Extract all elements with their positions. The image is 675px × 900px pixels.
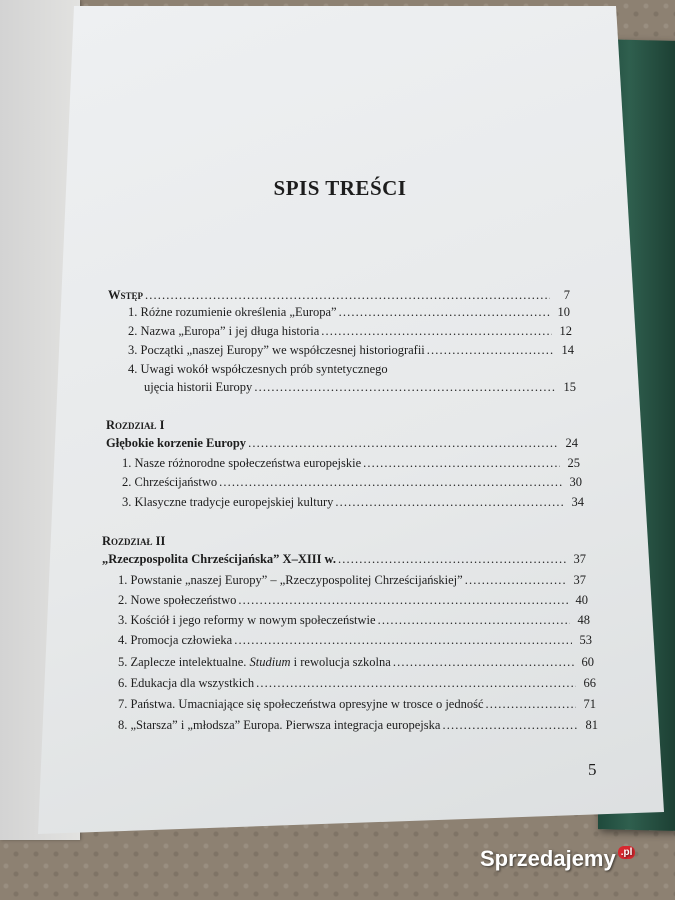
toc-label: 3. Kościół i jego reformy w nowym społeczeństwie bbox=[118, 613, 376, 627]
toc-page: 34 bbox=[571, 495, 584, 509]
toc-page: 66 bbox=[583, 676, 596, 690]
leader-dots bbox=[363, 456, 560, 471]
toc-label: Wstęp bbox=[108, 288, 144, 302]
leader-dots bbox=[335, 495, 564, 510]
toc-label: 3. Początki „naszej Europy” we współczesnej historiografii bbox=[128, 343, 425, 357]
toc-entry bbox=[122, 495, 584, 510]
toc-label: 4. Promocja człowieka bbox=[118, 633, 233, 647]
toc-entry bbox=[128, 324, 572, 339]
toc-page: 24 bbox=[565, 436, 578, 450]
toc-entry-intro bbox=[108, 288, 570, 303]
toc-page: 37 bbox=[573, 573, 586, 587]
toc-page: 48 bbox=[577, 613, 590, 627]
toc-label-italic: Studium bbox=[249, 655, 291, 669]
toc-label-part: 5. Zaplecze intelektualne. bbox=[118, 655, 250, 669]
chapter-heading: Rozdział I bbox=[106, 418, 165, 432]
toc-label: 1. Nasze różnorodne społeczeństwa europejskie bbox=[122, 456, 362, 470]
toc-entry bbox=[118, 655, 594, 670]
toc-page: 71 bbox=[583, 697, 596, 711]
toc-entry bbox=[118, 633, 592, 648]
toc-label: 6. Edukacja dla wszystkich bbox=[118, 676, 255, 690]
leader-dots bbox=[393, 655, 574, 670]
toc-label: ujęcia historii Europy bbox=[144, 380, 253, 394]
leader-dots bbox=[219, 475, 562, 490]
toc-label: 2. Nazwa „Europa” i jej długa historia bbox=[128, 324, 320, 338]
toc-page: 40 bbox=[575, 593, 588, 607]
leader-dots bbox=[321, 324, 552, 339]
leader-dots bbox=[339, 305, 550, 320]
toc-entry bbox=[128, 343, 574, 358]
toc-entry bbox=[122, 475, 582, 490]
toc-label: 8. „Starsza” i „młodsza” Europa. Pierwsza integracja europejska bbox=[118, 718, 441, 732]
leader-dots bbox=[145, 288, 550, 303]
toc-label: 2. Chrześcijaństwo bbox=[122, 475, 218, 489]
toc-label: 1. Powstanie „naszej Europy” – „Rzeczypospolitej Chrześcijańskiej” bbox=[118, 573, 463, 587]
watermark-text: Sprzedajemy bbox=[480, 846, 616, 871]
leader-dots bbox=[465, 573, 566, 588]
toc-label-line1: 4. Uwagi wokół współczesnych prób syntetycznego bbox=[128, 362, 388, 376]
chapter-title: Głębokie korzenie Europy bbox=[106, 436, 247, 450]
chapter-title: „Rzeczpospolita Chrześcijańska” X–XIII w. bbox=[102, 552, 337, 566]
leader-dots bbox=[338, 552, 566, 567]
leader-dots bbox=[378, 613, 570, 628]
toc-page: 60 bbox=[581, 655, 594, 669]
chapter-title-entry bbox=[106, 436, 578, 451]
toc-entry bbox=[118, 697, 596, 712]
leader-dots bbox=[442, 718, 578, 733]
toc-label: 7. Państwa. Umacniające się społeczeństwa opresyjne w trosce o jedność bbox=[118, 697, 484, 711]
toc-entry bbox=[144, 380, 576, 395]
leader-dots bbox=[238, 593, 568, 608]
toc-page: 10 bbox=[557, 305, 570, 319]
toc-label: 1. Różne rozumienie określenia „Europa” bbox=[128, 305, 337, 319]
leader-dots bbox=[254, 380, 556, 395]
toc-label: 3. Klasyczne tradycje europejskiej kultury bbox=[122, 495, 334, 509]
watermark-suffix: .pl bbox=[618, 846, 636, 859]
toc-page: 81 bbox=[585, 718, 598, 732]
toc-label bbox=[118, 655, 391, 670]
watermark-logo bbox=[480, 846, 635, 886]
chapter-heading: Rozdział II bbox=[102, 534, 166, 548]
leader-dots bbox=[427, 343, 554, 358]
toc-label-part: i rewolucja szkolna bbox=[290, 655, 391, 669]
toc-page: 14 bbox=[561, 343, 574, 357]
toc-entry bbox=[118, 613, 590, 628]
page-number: 5 bbox=[588, 760, 597, 779]
toc-page: 37 bbox=[573, 552, 586, 566]
leader-dots bbox=[256, 676, 576, 691]
leader-dots bbox=[248, 436, 558, 451]
toc-page: 12 bbox=[559, 324, 572, 338]
page-title: SPIS TREŚCI bbox=[273, 176, 407, 200]
toc-entry bbox=[118, 676, 596, 691]
toc-entry bbox=[122, 456, 580, 471]
leader-dots bbox=[234, 633, 572, 648]
chapter-title-entry bbox=[102, 552, 586, 567]
toc-entry bbox=[118, 593, 588, 608]
toc-label: 2. Nowe społeczeństwo bbox=[118, 593, 237, 607]
leader-dots bbox=[486, 697, 576, 712]
toc-page: 25 bbox=[567, 456, 580, 470]
toc-page: 53 bbox=[579, 633, 592, 647]
toc-page: 30 bbox=[569, 475, 582, 489]
toc-entry bbox=[118, 573, 586, 588]
toc-entry bbox=[118, 718, 598, 733]
toc-entry bbox=[128, 305, 570, 320]
toc-page: 15 bbox=[563, 380, 576, 394]
toc-page: 7 bbox=[563, 288, 570, 302]
